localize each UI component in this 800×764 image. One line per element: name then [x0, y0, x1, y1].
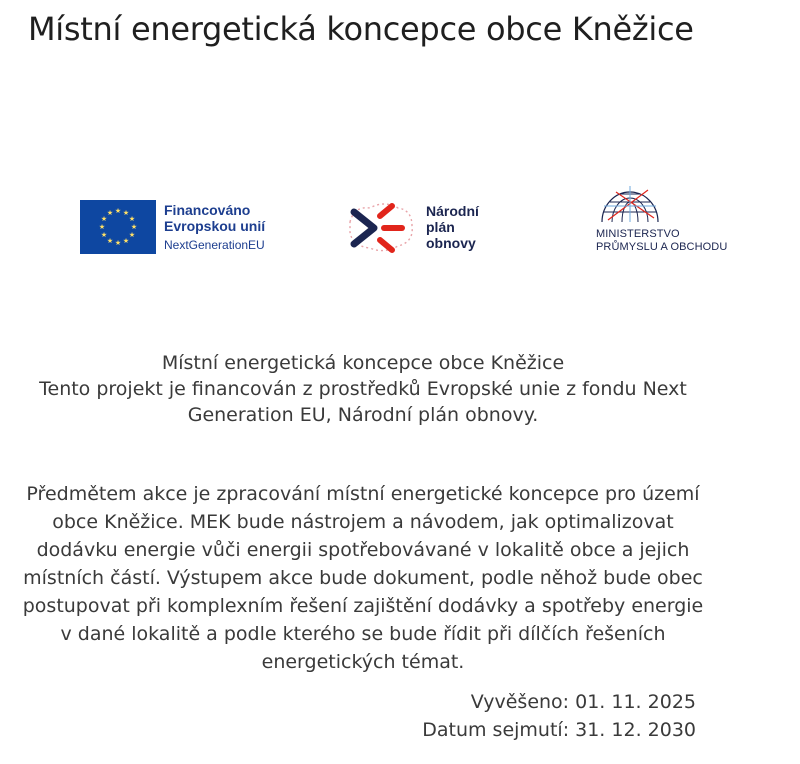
svg-text:★: ★ [114, 207, 122, 215]
funding-logos [0, 180, 800, 270]
removal-date: Datum sejmutí: 31. 12. 2030 [422, 719, 696, 741]
svg-text:★: ★ [106, 209, 114, 217]
svg-text:★: ★ [114, 239, 122, 247]
mpo-globe-icon [598, 184, 662, 224]
mpo-logo-line1: MINISTERSTVO [596, 228, 680, 240]
svg-text:★: ★ [130, 223, 138, 231]
npo-logo-line3: obnovy [426, 235, 476, 252]
mpo-logo [596, 184, 746, 254]
npo-arrows-icon [340, 192, 420, 262]
npo-logo [340, 192, 479, 262]
svg-text:★: ★ [128, 231, 136, 239]
eu-logo-line1: Financováno [164, 201, 251, 218]
eu-logo-line2: Evropskou unií [164, 218, 266, 235]
svg-text:★: ★ [106, 237, 114, 245]
npo-logo-line1: Národní [426, 202, 479, 219]
project-description: Předmětem akce je zpracování místní energetické koncepce pro území obce Kněžice. MEK bude nástrojem a návodem, jak optimalizovat dodávku energie vůči energii spotřebovávané v lokalitě obce a jejich místních částí. Výstupem akce bude dokument, podle něhož bude obec postupovat při komplexním řešení zajištění dodávky a spotřeby energie v dané lokalitě a podle kterého se bude řídit při dílčích řešeních energetických témat. [22, 483, 704, 673]
posting-dates [422, 688, 696, 744]
svg-text:★: ★ [100, 231, 108, 239]
eu-flag-icon [80, 200, 156, 254]
posted-date: Vyvěšeno: 01. 11. 2025 [470, 691, 696, 713]
svg-text:★: ★ [122, 237, 130, 245]
svg-text:★: ★ [122, 209, 130, 217]
npo-logo-line2: plán [426, 218, 455, 235]
project-notice [0, 350, 726, 428]
notice-funding-line2: Generation EU, Národní plán obnovy. [187, 404, 539, 426]
eu-logo [80, 200, 265, 254]
svg-text:★: ★ [128, 215, 136, 223]
mpo-logo-line2: PRŮMYSLU A OBCHODU [596, 241, 728, 254]
svg-text:★: ★ [100, 215, 108, 223]
page-title: Místní energetická koncepce obce Kněžice [28, 10, 694, 48]
svg-text:★: ★ [98, 223, 106, 231]
notice-funding-line1: Tento projekt je financován z prostředků Evropské unie z fondu Next [39, 378, 687, 400]
notice-heading: Místní energetická koncepce obce Kněžice [161, 352, 565, 374]
eu-logo-line3: NextGenerationEU [164, 238, 265, 253]
